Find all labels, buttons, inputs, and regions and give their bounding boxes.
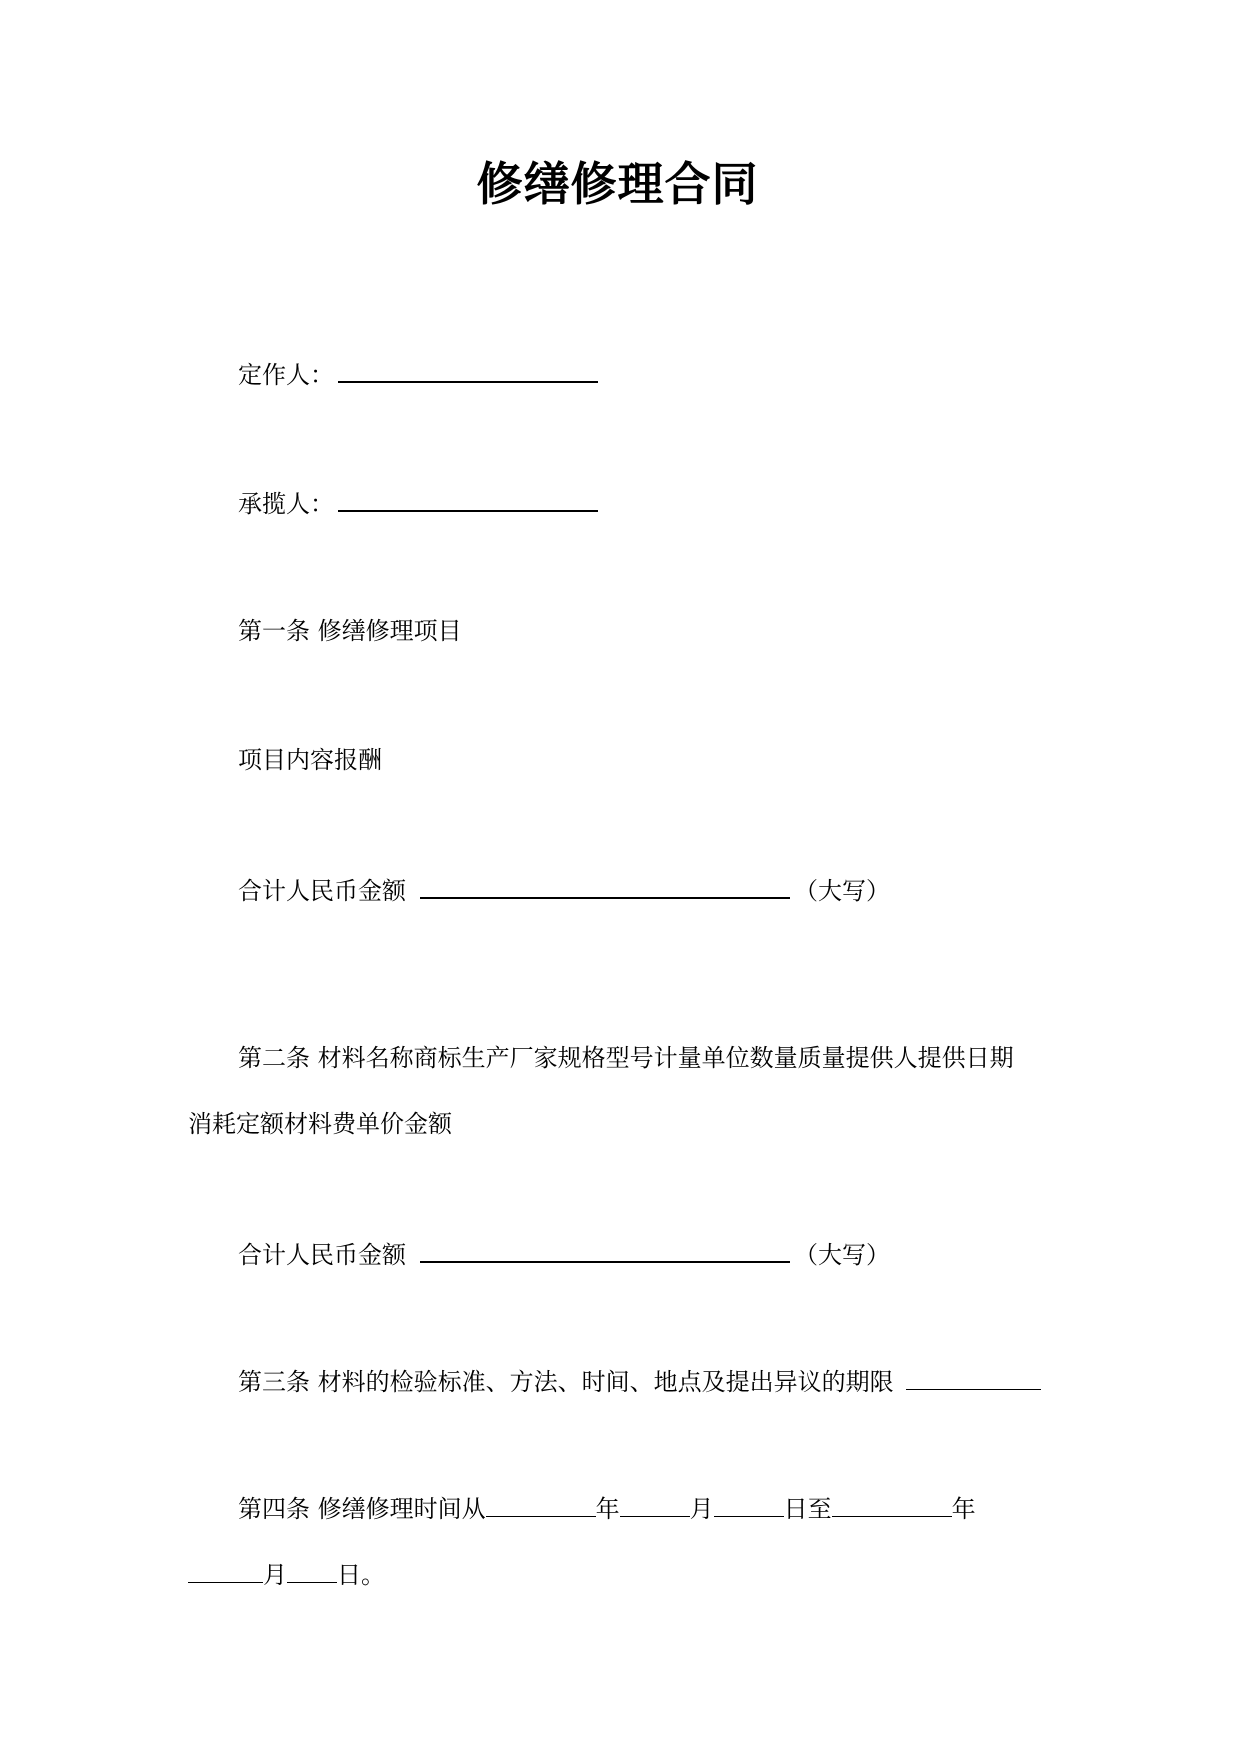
page-title: 修缮修理合同 [476,157,759,211]
client-label: 定作人： [238,361,334,389]
article1-heading: 第一条 修缮修理项目 [238,617,462,645]
article2-total-suffix: （大写） [794,1241,890,1269]
article4-line1 [238,1494,976,1524]
article4-day1-blank [714,1494,784,1517]
article1-total-blank [420,873,790,899]
client-blank [338,357,598,383]
article4-day2-blank [287,1560,337,1583]
article4-day1: 日至 [783,1495,832,1523]
article4-line2 [188,1560,385,1590]
article3-line [238,1367,1041,1397]
article4-month1: 月 [689,1495,714,1523]
article4-prefix: 第四条 修缮修理时间从 [238,1495,486,1523]
article4-year2: 年 [951,1495,976,1523]
article4-month2-blank [188,1560,263,1583]
article4-month2: 月 [263,1561,287,1589]
article2-total-line [238,1237,890,1270]
article3-heading: 第三条 材料的检验标准、方法、时间、地点及提出异议的期限 [238,1368,894,1396]
article1-total-suffix: （大写） [794,877,890,905]
article2-total-label: 合计人民币金额 [238,1241,406,1269]
client-line [238,357,602,390]
contractor-label: 承揽人： [238,490,334,518]
contractor-line [238,486,602,519]
article1-total-label: 合计人民币金额 [238,877,406,905]
article4-year1: 年 [595,1495,620,1523]
article1-total-line [238,873,890,906]
article1-columns: 项目内容报酬 [238,746,382,774]
contractor-blank [338,486,598,512]
article4-month1-blank [620,1494,690,1517]
article3-blank [906,1367,1041,1390]
article4-year2-blank [832,1494,952,1517]
article4-year1-blank [486,1494,596,1517]
article2-total-blank [420,1237,790,1263]
article4-day2: 日。 [337,1561,385,1589]
article2-heading-cont: 消耗定额材料费单价金额 [188,1110,452,1138]
article2-heading: 第二条 材料名称商标生产厂家规格型号计量单位数量质量提供人提供日期 [238,1044,1014,1072]
